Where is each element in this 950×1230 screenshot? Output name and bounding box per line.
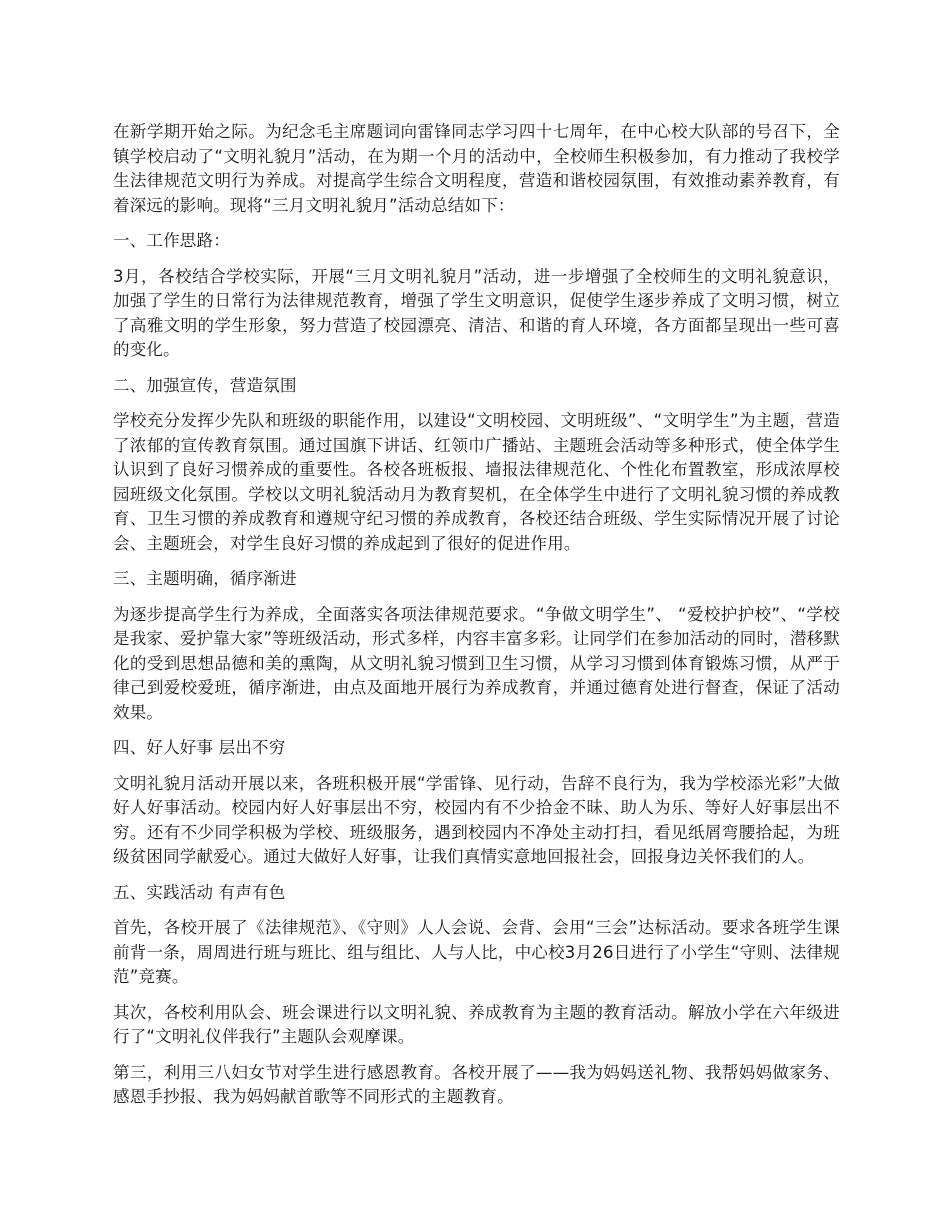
section-heading-practice: 五、实践活动 有声有色 [113, 882, 286, 902]
theme-paragraph: 为逐步提高学生行为养成，全面落实各项法律规范要求。“争做文明学生”、 “爱校护护校”、“学校是我家、爱护靠大家”等班级活动，形式多样，内容丰富多彩。让同学们在参加活动的同时，潜移默化的受到思想品德和美的熏陶，从文明礼貌习惯到卫生习惯，从学习习惯到体育锻炼习惯，从严于律己到爱校爱班，循序渐进，由点及面地开展行为养成教育，并通过德育处进行督查，保证了活动效果。 [113, 604, 840, 722]
section-heading-theme: 三、主题明确，循序渐进 [113, 569, 297, 588]
document-body [113, 120, 840, 1121]
section-heading-publicity: 二、加强宣传，营造氛围 [113, 375, 297, 395]
section-heading-good-deeds: 四、好人好事 层出不穷 [113, 738, 286, 757]
good-deeds-paragraph: 文明礼貌月活动开展以来，各班积极开展“学雷锋、见行动，告辞不良行为，我为学校添光彩”大做好人好事活动。校园内好人好事层出不穷，校园内有不少拾金不昧、助人为乐、等好人好事层出不穷。还有不少同学积极为学校、班级服务，遇到校园内不净处主动打扫，看见纸屑弯腰拾起，为班级贫困同学献爱心。通过大做好人好事，让我们真情实意地回报社会，回报身边关怀我们的人。 [113, 773, 840, 866]
practice-third-paragraph: 第三，利用三八妇女节对学生进行感恩教育。各校开展了——我为妈妈送礼物、我帮妈妈做家务、感恩手抄报、我为妈妈献首歌等不同形式的主题教育。 [113, 1062, 840, 1106]
section-heading-work-idea: 一、工作思路： [113, 231, 230, 250]
work-idea-paragraph: 3月，各校结合学校实际，开展“三月文明礼貌月”活动，进一步增强了全校师生的文明礼貌意识，加强了学生的日常行为法律规范教育，增强了学生文明意识，促使学生逐步养成了文明习惯，树立了高雅文明的学生形象，努力营造了校园漂亮、清洁、和谐的育人环境，各方面都呈现出一些可喜的变化。 [113, 266, 840, 359]
practice-first-paragraph: 首先，各校开展了《法律规范》、《守则》人人会说、会背、会用“三会”达标活动。要求各班学生课前背一条，周周进行班与班比、组与组比、人与人比，中心校3月26日进行了小学生“守则、法律规范”竞赛。 [113, 918, 840, 986]
practice-second-paragraph: 其次，各校利用队会、班会课进行以文明礼貌、养成教育为主题的教育活动。解放小学在六年级进行了“文明礼仪伴我行”主题队会观摩课。 [113, 1002, 840, 1046]
publicity-paragraph: 学校充分发挥少先队和班级的职能作用，以建设“文明校园、文明班级”、“文明学生”为主题，营造了浓郁的宣传教育氛围。通过国旗下讲话、红领巾广播站、主题班会活动等多种形式，使全体学生认识到了良好习惯养成的重要性。各校各班板报、墙报法律规范化、个性化布置教室，形成浓厚校园班级文化氛围。学校以文明礼貌活动月为教育契机，在全体学生中进行了文明礼貌习惯的养成教育、卫生习惯的养成教育和遵规守纪习惯的养成教育，各校还结合班级、学生实际情况开展了讨论会、主题班会，对学生良好习惯的养成起到了很好的促进作用。 [113, 411, 840, 553]
intro-paragraph: 在新学期开始之际。为纪念毛主席题词向雷锋同志学习四十七周年，在中心校大队部的号召下，全镇学校启动了“文明礼貌月”活动，在为期一个月的活动中，全校师生积极参加，有力推动了我校学生法律规范文明行为养成。对提高学生综合文明程度，营造和谐校园氛围，有效推动素养教育，有着深远的影响。现将“三月文明礼貌月”活动总结如下： [113, 122, 840, 215]
